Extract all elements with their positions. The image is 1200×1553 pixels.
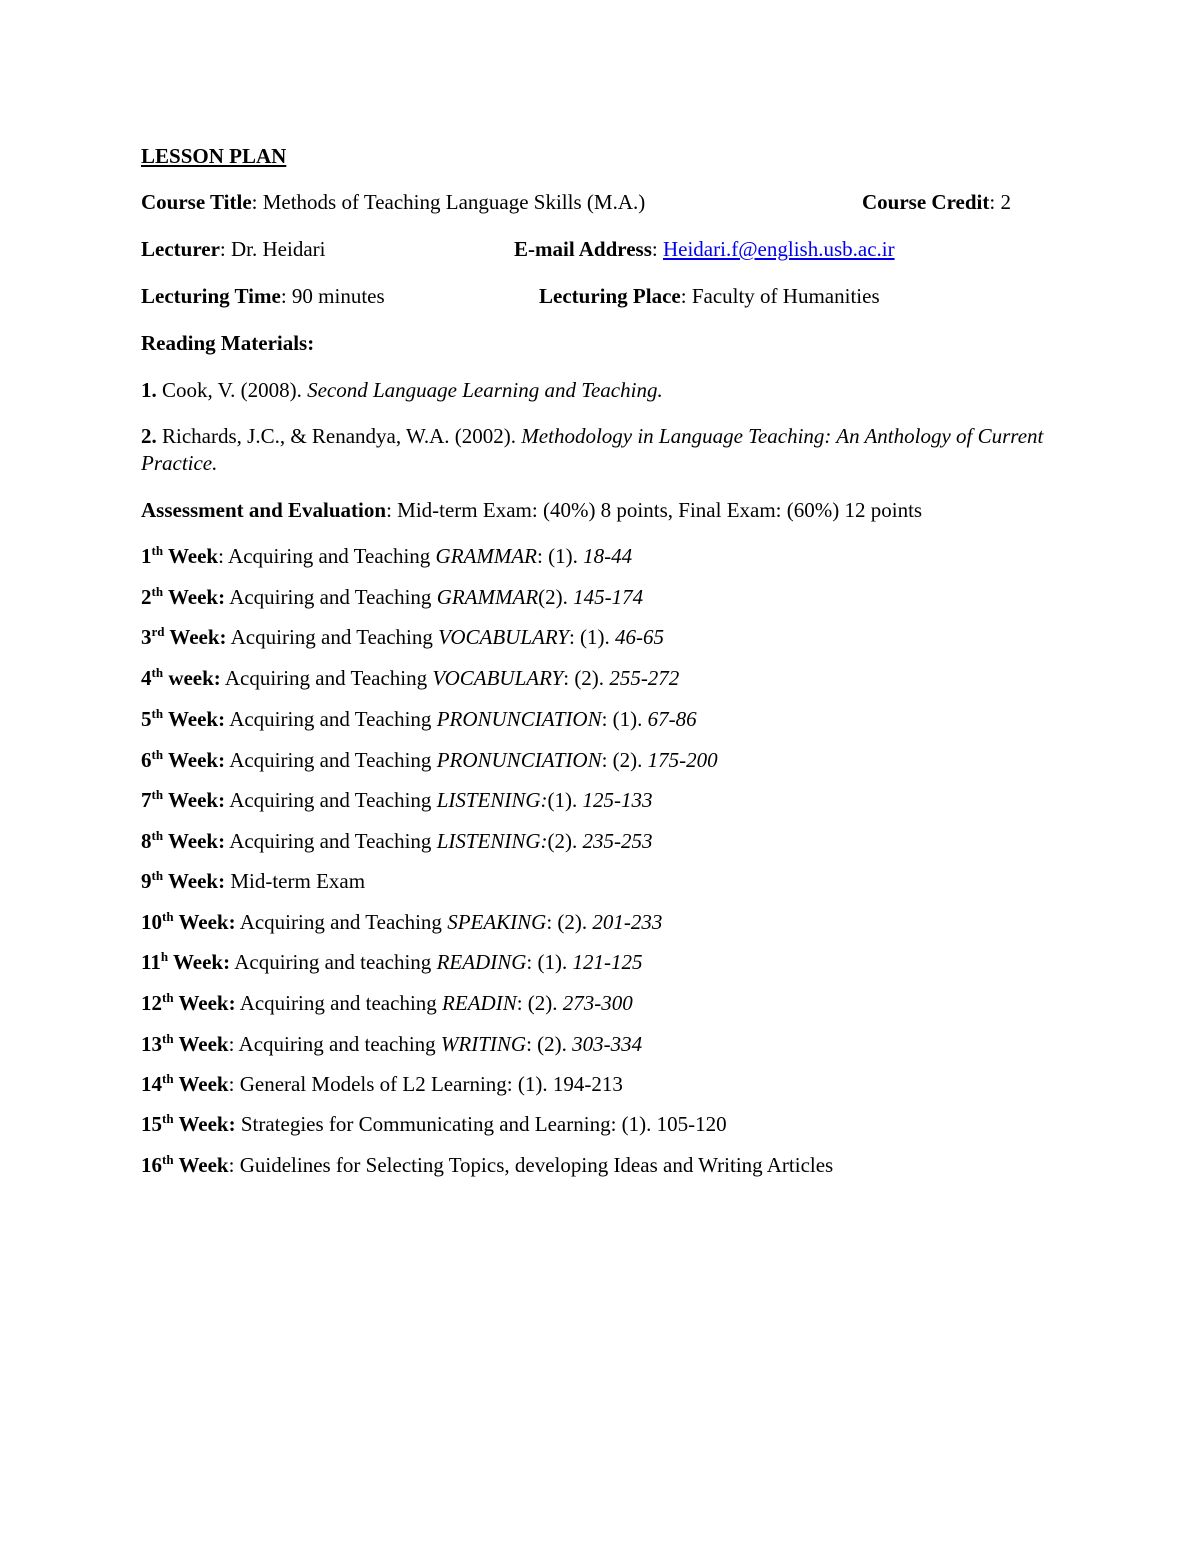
week-description: Acquiring and Teaching <box>229 748 432 772</box>
week-pages: 235-253 <box>582 829 653 853</box>
week-number: 8th Week: <box>141 828 226 853</box>
week-number: 12th Week: <box>141 990 236 1015</box>
week-pages: 175-200 <box>647 748 718 772</box>
week-description: Acquiring and Teaching <box>228 544 431 568</box>
week-row: 1th Week: Acquiring and Teaching GRAMMAR: (1). 18-44 <box>141 543 633 568</box>
week-pages: 18-44 <box>583 544 633 568</box>
lecturing-time-label: Lecturing Time <box>141 284 281 308</box>
week-number: 5th Week: <box>141 706 226 731</box>
week-topic: PRONUNCIATION <box>436 748 602 772</box>
email-row: E-mail Address: Heidari.f@english.usb.ac.ir <box>514 237 895 261</box>
week-number: 2th Week: <box>141 584 226 609</box>
week-description: Strategies for Communicating and Learning: (1). 105-120 <box>240 1112 727 1136</box>
course-credit-value: 2 <box>1000 190 1011 214</box>
week-row: 12th Week: Acquiring and teaching READIN: (2). 273-300 <box>141 990 633 1015</box>
week-number: 15th Week: <box>141 1111 236 1136</box>
course-credit-label: Course Credit <box>862 190 990 214</box>
week-topic: GRAMMAR <box>435 544 538 568</box>
reading-item-1: 1. Cook, V. (2008). Second Language Learning and Teaching. <box>141 378 663 402</box>
document-title: LESSON PLAN <box>141 144 287 168</box>
week-number: 13th Week <box>141 1031 229 1056</box>
week-pages: 67-86 <box>647 707 697 731</box>
week-row <box>141 1111 727 1137</box>
week-topic: VOCABULARY <box>438 625 569 649</box>
week-description: Acquiring and Teaching <box>229 788 432 812</box>
week-topic: GRAMMAR <box>436 585 539 609</box>
email-label: E-mail Address <box>514 237 652 261</box>
week-pages: 303-334 <box>572 1032 643 1056</box>
week-description: Acquiring and Teaching <box>229 707 432 731</box>
week-row: 4th week: Acquiring and Teaching VOCABULARY: (2). 255-272 <box>141 665 680 690</box>
week-pages: 255-272 <box>609 666 680 690</box>
week-row: 11$^h$ Week: Acquiring and teaching READING: (1). 121-125 <box>141 949 643 974</box>
week-row: 3rd Week: Acquiring and Teaching VOCABULARY: (1). 46-65 <box>141 624 665 649</box>
week-row <box>141 868 365 894</box>
lecturing-place-row: Lecturing Place: Faculty of Humanities <box>539 284 880 308</box>
week-description: Acquiring and Teaching <box>239 910 442 934</box>
assessment-row: Assessment and Evaluation: Mid-term Exam: (40%) 8 points, Final Exam: (60%) 12 points <box>141 498 923 522</box>
assessment-value: Mid-term Exam: (40%) 8 points, Final Exam: (60%) 12 points <box>397 498 923 522</box>
lecturing-time-row: Lecturing Time: 90 minutes <box>141 284 385 308</box>
week-row: 16th Week: Guidelines for Selecting Topics, developing Ideas and Writing Articles <box>141 1152 834 1177</box>
course-title-row: Course Title: Methods of Teaching Language Skills (M.A.) <box>141 190 646 214</box>
week-pages: 273-300 <box>562 991 633 1015</box>
week-row: 7th Week: Acquiring and Teaching LISTENING:(1). 125-133 <box>141 787 653 812</box>
lecturer-label: Lecturer <box>141 237 220 261</box>
reading-materials-heading: Reading Materials: <box>141 331 315 355</box>
week-pages: 121-125 <box>572 950 643 974</box>
week-topic: WRITING <box>440 1032 527 1056</box>
week-topic: LISTENING: <box>436 829 548 853</box>
week-number: 16th Week <box>141 1152 229 1177</box>
week-number: 4th week: <box>141 665 221 690</box>
week-pages: 125-133 <box>582 788 653 812</box>
week-number: 14th Week <box>141 1071 229 1096</box>
week-row: 8th Week: Acquiring and Teaching LISTENING:(2). 235-253 <box>141 828 653 853</box>
week-description: Acquiring and Teaching <box>229 585 432 609</box>
week-description: Acquiring and teaching <box>239 991 437 1015</box>
week-number: 6th Week: <box>141 747 226 772</box>
course-credit-row: Course Credit: 2 <box>862 190 1011 214</box>
week-number: 3rd Week: <box>141 624 227 649</box>
week-topic: READIN <box>442 991 517 1015</box>
week-row: 2th Week: Acquiring and Teaching GRAMMAR(2). 145-174 <box>141 584 644 609</box>
week-number: 7th Week: <box>141 787 226 812</box>
week-description: Acquiring and teaching <box>234 950 432 974</box>
week-description: Guidelines for Selecting Topics, developing Ideas and Writing Articles <box>239 1153 834 1177</box>
week-topic: LISTENING: <box>436 788 548 812</box>
week-topic: SPEAKING <box>447 910 547 934</box>
lecturing-place-label: Lecturing Place <box>539 284 681 308</box>
week-row: 6th Week: Acquiring and Teaching PRONUNCIATION: (2). 175-200 <box>141 747 718 772</box>
lecturer-row: Lecturer: Dr. Heidari <box>141 237 326 261</box>
lecturing-time-value: 90 minutes <box>291 284 385 308</box>
week-row: 14th Week: General Models of L2 Learning: (1). 194-213 <box>141 1071 623 1096</box>
week-number: 11$^h$ Week: <box>141 949 231 974</box>
lecturer-value: Dr. Heidari <box>231 237 326 261</box>
week-description: Acquiring and Teaching <box>224 666 428 690</box>
week-number: 9th Week: <box>141 868 226 893</box>
week-row: 5th Week: Acquiring and Teaching PRONUNCIATION: (1). 67-86 <box>141 706 697 731</box>
week-description: General Models of L2 Learning: (1). 194-213 <box>239 1072 623 1096</box>
week-number: 10th Week: <box>141 909 236 934</box>
week-pages: 46-65 <box>615 625 665 649</box>
course-title-label: Course Title <box>141 190 252 214</box>
assessment-label: Assessment and Evaluation <box>141 498 387 522</box>
week-description: Acquiring and teaching <box>238 1032 436 1056</box>
week-topic: PRONUNCIATION <box>436 707 602 731</box>
week-pages: 201-233 <box>592 910 663 934</box>
week-number: 1th Week <box>141 543 219 568</box>
week-row: 13th Week: Acquiring and teaching WRITING: (2). 303-334 <box>141 1031 643 1056</box>
email-link[interactable]: Heidari.f@english.usb.ac.ir <box>662 237 895 261</box>
week-topic: VOCABULARY <box>432 666 564 690</box>
week-row: 10th Week: Acquiring and Teaching SPEAKING: (2). 201-233 <box>141 909 663 934</box>
reading-item-2: 2. Richards, J.C., & Renandya, W.A. (2002). Methodology in Language Teaching: An Anthology of Current Practice. <box>141 424 1044 475</box>
week-pages: 145-174 <box>573 585 644 609</box>
week-description: Acquiring and Teaching <box>230 625 433 649</box>
lecturing-place-value: Faculty of Humanities <box>691 284 880 308</box>
week-description: Mid-term Exam <box>230 869 366 893</box>
course-title-value: Methods of Teaching Language Skills (M.A.) <box>262 190 646 214</box>
week-topic: READING <box>436 950 527 974</box>
week-description: Acquiring and Teaching <box>229 829 432 853</box>
